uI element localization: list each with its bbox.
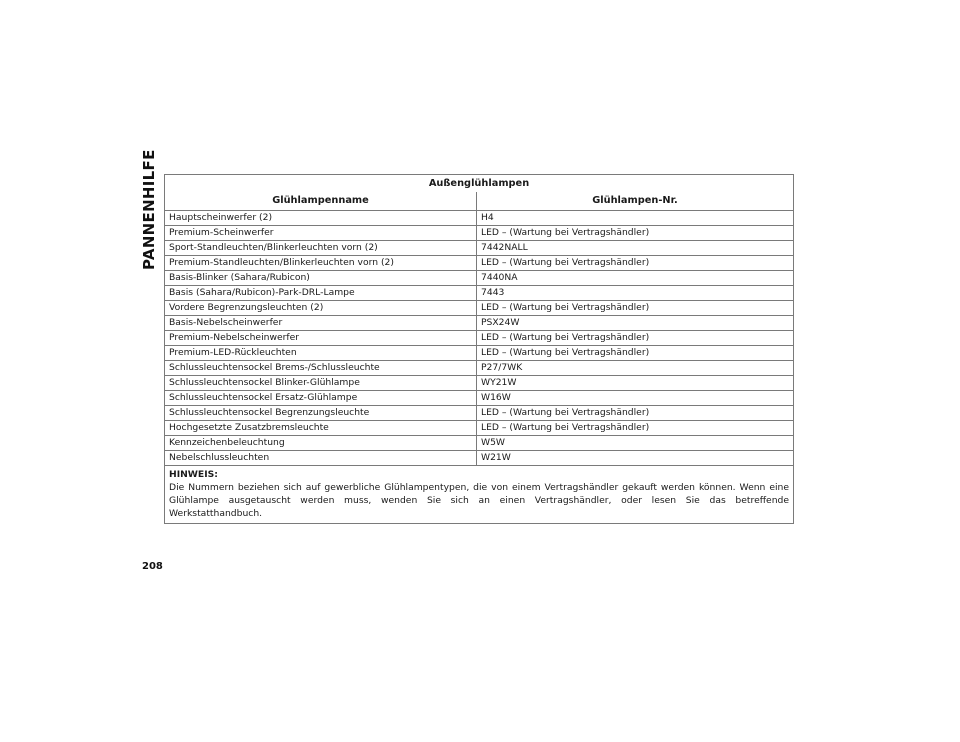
bulb-name-cell: Nebelschlussleuchten xyxy=(165,451,477,466)
table-row xyxy=(165,286,794,301)
bulb-name-cell: Basis (Sahara/Rubicon)-Park-DRL-Lampe xyxy=(165,286,477,301)
table-header-row xyxy=(165,192,794,211)
bulb-name-cell: Premium-Standleuchten/Blinkerleuchten vorn (2) xyxy=(165,256,477,271)
column-header-bulb-number: Glühlampen-Nr. xyxy=(477,192,794,211)
table-row xyxy=(165,211,794,226)
bulb-name-cell: Schlussleuchtensockel Ersatz-Glühlampe xyxy=(165,391,477,406)
bulb-name-cell: Hochgesetzte Zusatzbremsleuchte xyxy=(165,421,477,436)
bulb-number-cell: 7440NA xyxy=(477,271,794,286)
table-row xyxy=(165,451,794,466)
note-text: Die Nummern beziehen sich auf gewerbliche Glühlampentypen, die von einem Vertragshändler gekauft werden können. Wenn eine Glühlampe ausgetauscht werden muss, wenden Sie sich an einen Vertragshändler, oder lesen Sie das betreffende Werkstatthandbuch. xyxy=(169,482,790,519)
bulb-number-cell: 7443 xyxy=(477,286,794,301)
bulb-name-cell: Schlussleuchtensockel Brems-/Schlussleuchte xyxy=(165,361,477,376)
bulb-name-cell: Schlussleuchtensockel Blinker-Glühlampe xyxy=(165,376,477,391)
bulb-name-cell: Kennzeichenbeleuchtung xyxy=(165,436,477,451)
section-side-label-text: PANNENHILFE xyxy=(140,149,158,270)
bulb-number-cell: P27/7WK xyxy=(477,361,794,376)
table-row xyxy=(165,241,794,256)
bulb-number-cell: LED – (Wartung bei Vertragshändler) xyxy=(477,256,794,271)
section-side-label xyxy=(139,149,159,270)
bulb-name-cell: Premium-Nebelscheinwerfer xyxy=(165,331,477,346)
table-row xyxy=(165,421,794,436)
table-row xyxy=(165,331,794,346)
bulb-number-cell: 7442NALL xyxy=(477,241,794,256)
bulb-name-cell: Schlussleuchtensockel Begrenzungsleuchte xyxy=(165,406,477,421)
bulb-number-cell: LED – (Wartung bei Vertragshändler) xyxy=(477,346,794,361)
bulb-name-cell: Vordere Begrenzungsleuchten (2) xyxy=(165,301,477,316)
table-note-row xyxy=(165,466,794,524)
bulb-number-cell: PSX24W xyxy=(477,316,794,331)
page-number: 208 xyxy=(142,561,163,572)
bulb-number-cell: WY21W xyxy=(477,376,794,391)
bulb-number-cell: LED – (Wartung bei Vertragshändler) xyxy=(477,406,794,421)
bulb-name-cell: Premium-LED-Rückleuchten xyxy=(165,346,477,361)
note-label: HINWEIS: xyxy=(169,469,218,480)
table-row xyxy=(165,361,794,376)
bulb-number-cell: LED – (Wartung bei Vertragshändler) xyxy=(477,226,794,241)
column-header-bulb-name: Glühlampenname xyxy=(165,192,477,211)
table-row xyxy=(165,301,794,316)
table-row xyxy=(165,316,794,331)
table-body xyxy=(165,211,794,466)
bulb-name-cell: Sport-Standleuchten/Blinkerleuchten vorn (2) xyxy=(165,241,477,256)
table-row xyxy=(165,346,794,361)
table-title: Außenglühlampen xyxy=(165,175,794,193)
table-row xyxy=(165,226,794,241)
table-row xyxy=(165,391,794,406)
table-note xyxy=(165,466,794,524)
bulb-number-cell: W16W xyxy=(477,391,794,406)
bulb-name-cell: Basis-Blinker (Sahara/Rubicon) xyxy=(165,271,477,286)
bulb-number-cell: LED – (Wartung bei Vertragshändler) xyxy=(477,331,794,346)
bulb-number-cell: LED – (Wartung bei Vertragshändler) xyxy=(477,301,794,316)
table-row xyxy=(165,271,794,286)
bulb-number-cell: LED – (Wartung bei Vertragshändler) xyxy=(477,421,794,436)
exterior-bulbs-table xyxy=(164,174,794,524)
table-row xyxy=(165,376,794,391)
bulb-number-cell: H4 xyxy=(477,211,794,226)
bulb-number-cell: W5W xyxy=(477,436,794,451)
table-row xyxy=(165,406,794,421)
table-title-row xyxy=(165,175,794,193)
bulb-number-cell: W21W xyxy=(477,451,794,466)
table-row xyxy=(165,436,794,451)
bulb-name-cell: Premium-Scheinwerfer xyxy=(165,226,477,241)
bulb-name-cell: Basis-Nebelscheinwerfer xyxy=(165,316,477,331)
table-row xyxy=(165,256,794,271)
bulb-name-cell: Hauptscheinwerfer (2) xyxy=(165,211,477,226)
